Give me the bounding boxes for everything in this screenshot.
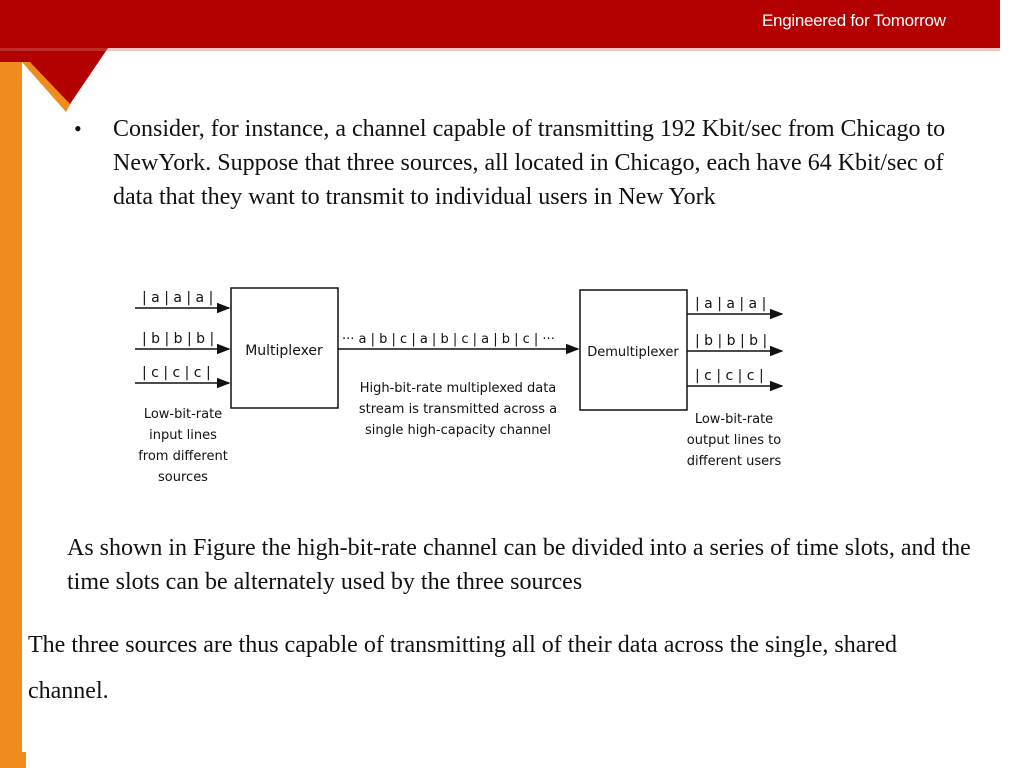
- demultiplexer-label: Demultiplexer: [587, 345, 679, 360]
- output-line-b-label: | b | b | b |: [695, 333, 768, 349]
- output-line-a-label: | a | a | a |: [695, 296, 767, 312]
- output-caption-line-3: different users: [686, 454, 782, 469]
- channel-caption-line-1: High-bit-rate multiplexed data: [359, 381, 557, 396]
- conclusion-paragraph: The three sources are thus capable of transmitting all of their data across the single, shared channel.: [28, 632, 898, 704]
- brand-logo-text: Engineered for Tomorrow: [762, 11, 946, 30]
- header-shadow: [0, 48, 1000, 51]
- input-line-a-label: | a | a | a |: [142, 290, 214, 306]
- input-caption-line-3: from different: [138, 449, 228, 464]
- multiplexer-label: Multiplexer: [245, 343, 323, 359]
- input-line-b-label: | b | b | b |: [142, 331, 215, 347]
- multiplexing-diagram: [130, 280, 790, 495]
- input-caption-line-1: Low-bit-rate: [143, 407, 223, 422]
- multiplexed-stream-label: ··· a | b | c | a | b | c | a | b | c | ···: [342, 332, 555, 347]
- explanation-paragraph: As shown in Figure the high-bit-rate channel can be divided into a series of time slots, and the time slots can be alternately used by the three sources: [67, 535, 971, 595]
- orange-accent-bar: [0, 0, 26, 768]
- output-caption-line-1: Low-bit-rate: [694, 412, 774, 427]
- bullet-marker: •: [74, 116, 82, 141]
- channel-caption-line-3: single high-capacity channel: [364, 423, 552, 438]
- input-line-c-label: | c | c | c |: [142, 365, 211, 381]
- input-caption-line-2: input lines: [149, 428, 217, 443]
- input-caption-line-4: sources: [158, 470, 208, 485]
- bullet-text: Consider, for instance, a channel capable of transmitting 192 Kbit/sec from Chicago to NewYork. Suppose that three sources, all located in Chicago, each have 64 Kbit/sec of data that they want to transmit to individual users in New York: [113, 116, 946, 210]
- output-caption-line-2: output lines to: [686, 433, 782, 448]
- output-line-c-label: | c | c | c |: [695, 368, 764, 384]
- channel-caption-line-2: stream is transmitted across a: [358, 402, 558, 417]
